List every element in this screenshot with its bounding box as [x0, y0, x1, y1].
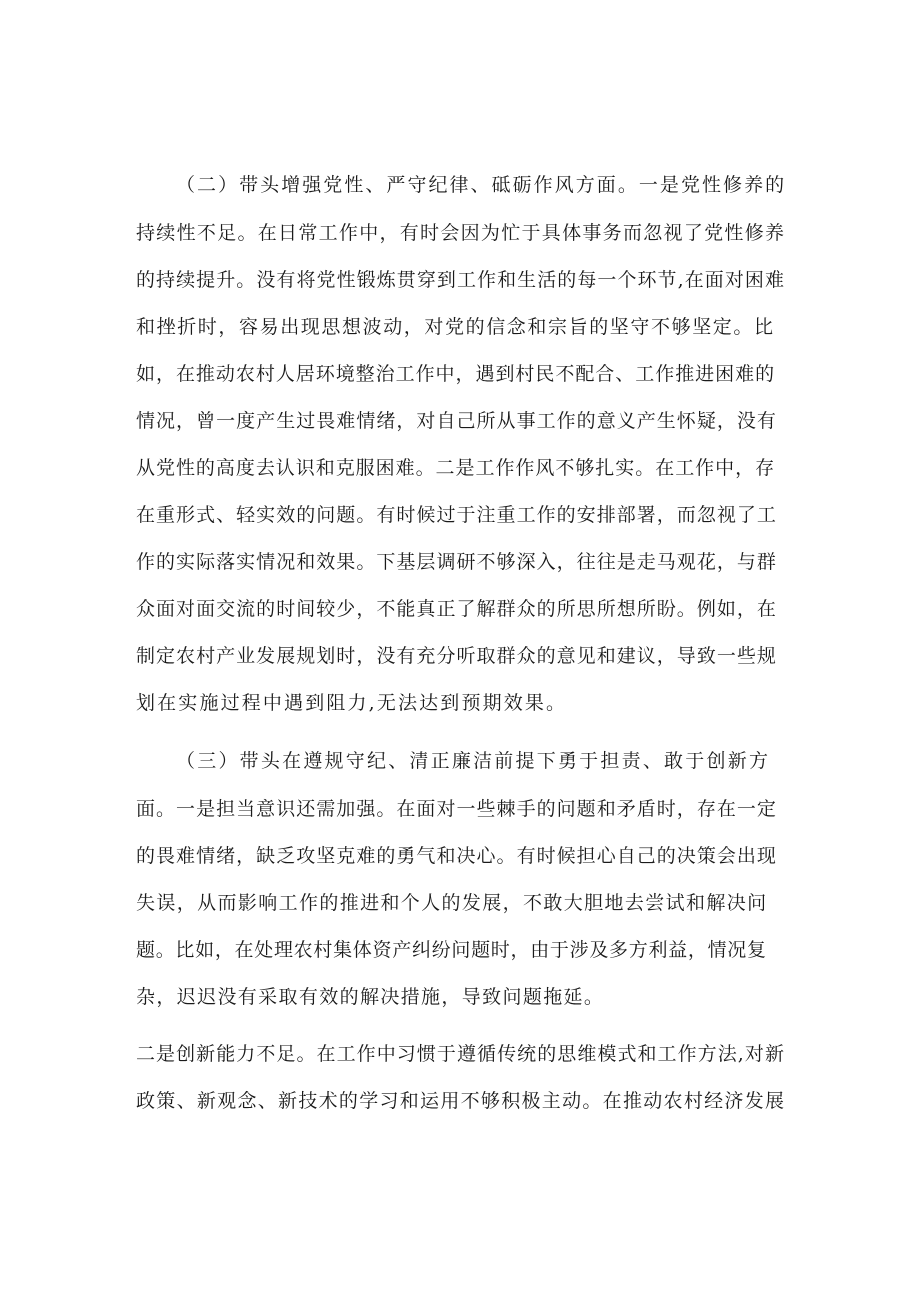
text-line: 在重形式、轻实效的问题。有时候过于注重工作的安排部署，而忽视了工 — [136, 504, 777, 526]
text-line: 众面对面交流的时间较少，不能真正了解群众的所思所想所盼。例如，在 — [136, 598, 777, 620]
text-line: 杂，迟迟没有采取有效的解决措施，导致问题拖延。 — [136, 986, 605, 1008]
text-line: 的持续提升。没有将党性锻炼贯穿到工作和生活的每一个环节,在面对困难 — [136, 269, 786, 291]
text-line: 政策、新观念、新技术的学习和运用不够积极主动。在推动农村经济发展 — [136, 1090, 786, 1112]
text-line: 面。一是担当意识还需加强。在面对一些棘手的问题和矛盾时，存在一定 — [136, 798, 777, 820]
text-line: （二）带头增强党性、严守纪律、砥砺作风方面。一是党性修养的 — [176, 174, 787, 196]
text-line: 持续性不足。在日常工作中，有时会因为忙于具体事务而忽视了党性修养 — [136, 222, 786, 244]
text-line: 制定农村产业发展规划时，没有充分听取群众的意见和建议，导致一些规 — [136, 645, 777, 667]
text-line: 作的实际落实情况和效果。下基层调研不够深入，往往是走马观花，与群 — [136, 551, 777, 573]
text-line: 的畏难情绪，缺乏攻坚克难的勇气和决心。有时候担心自己的决策会出现 — [136, 845, 777, 867]
text-line: （三）带头在遵规守纪、清正廉洁前提下勇于担责、敢于创新方 — [176, 750, 771, 772]
text-line: 从党性的高度去认识和克服困难。二是工作作风不够扎实。在工作中，存 — [136, 457, 776, 479]
text-line: 题。比如，在处理农村集体资产纠纷问题时，由于涉及多方利益，情况复 — [136, 939, 767, 961]
text-line: 如，在推动农村人居环境整治工作中，遇到村民不配合、工作推进困难的 — [136, 363, 776, 385]
text-line: 失误，从而影响工作的推进和个人的发展，不敢大胆地去尝试和解决问 — [136, 892, 768, 914]
text-line: 和挫折时，容易出现思想波动，对党的信念和宗旨的坚守不够坚定。比 — [136, 316, 775, 338]
text-line: 划在实施过程中遇到阻力,无法达到预期效果。 — [136, 692, 568, 714]
text-line: 二是创新能力不足。在工作中习惯于遵循传统的思维模式和工作方法,对新 — [136, 1043, 786, 1065]
text-line: 情况，曾一度产生过畏难情绪，对自己所从事工作的意义产生怀疑，没有 — [136, 410, 777, 432]
